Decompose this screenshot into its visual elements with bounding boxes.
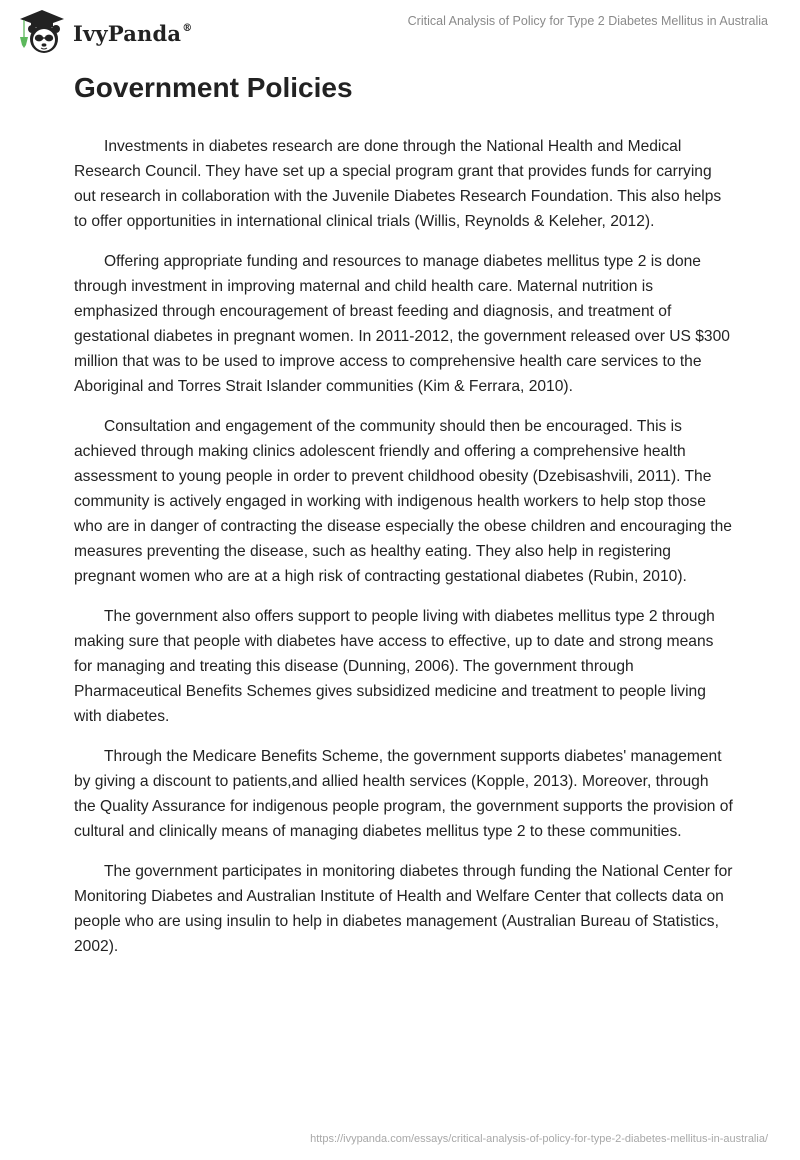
document-body: [74, 134, 734, 974]
page-header: [0, 0, 800, 60]
section-heading: Government Policies: [74, 72, 353, 103]
source-url-link[interactable]: https://ivypanda.com/essays/critical-analysis-of-policy-for-type-2-diabetes-mellitus-in-australia/: [310, 1133, 768, 1145]
paragraph: Investments in diabetes research are done through the National Health and Medical Research Council. They have set up a special program grant that provides funds for carrying out research in collaboration with the Juvenile Diabetes Research Foundation. This also helps to offer opportunities in international clinical trials (Willis, Reynolds & Keleher, 2012).: [74, 138, 722, 230]
paragraph: Offering appropriate funding and resources to manage diabetes mellitus type 2 is done through investment in improving maternal and child health care. Maternal nutrition is emphasized through encouragement of breast feeding and diagnosis, and treatment of gestational diabetes in pregnant women. In 2011-2012, the government released over US $300 million that was to be used to improve access to comprehensive health care services to the Aboriginal and Torres Strait Islander communities (Kim & Ferrara, 2010).: [74, 253, 730, 395]
registered-mark: ®: [182, 22, 193, 34]
paragraph: Consultation and engagement of the community should then be encouraged. This is achieved through making clinics adolescent friendly and offering a comprehensive health assessment to young people in order to prevent childhood obesity (Dzebisashvili, 2011). The community is actively engaged in working with indigenous health workers to help stop those who are in danger of contracting the disease especially the obese children and encouraging the measures preventing the disease, such as healthy eating. They also help in registering pregnant women who are at a high risk of contracting gestational diabetes (Rubin, 2010).: [74, 418, 732, 585]
paragraph: Through the Medicare Benefits Scheme, the government supports diabetes' management by giving a discount to patients,and allied health services (Kopple, 2013). Moreover, through the Quality Assurance for indigenous people program, the government supports the provision of cultural and clinically means of managing diabetes mellitus type 2 to these communities.: [74, 748, 733, 840]
logo-brand-name: IvyPanda®: [73, 20, 193, 46]
panda-graduate-icon: [17, 7, 67, 57]
document-header-title: Critical Analysis of Policy for Type 2 Diabetes Mellitus in Australia: [407, 14, 768, 28]
paragraph: The government participates in monitoring diabetes through funding the National Center for Monitoring Diabetes and Australian Institute of Health and Welfare Center that collects data on people who are using insulin to help in diabetes management (Australian Bureau of Statistics, 2002).: [74, 863, 733, 955]
paragraph: The government also offers support to people living with diabetes mellitus type 2 through making sure that people with diabetes have access to effective, up to date and strong means for managing and treating this disease (Dunning, 2006). The government through Pharmaceutical Benefits Schemes gives subsidized medicine and treatment to people living with diabetes.: [74, 608, 715, 725]
ivypanda-logo[interactable]: [17, 7, 192, 57]
